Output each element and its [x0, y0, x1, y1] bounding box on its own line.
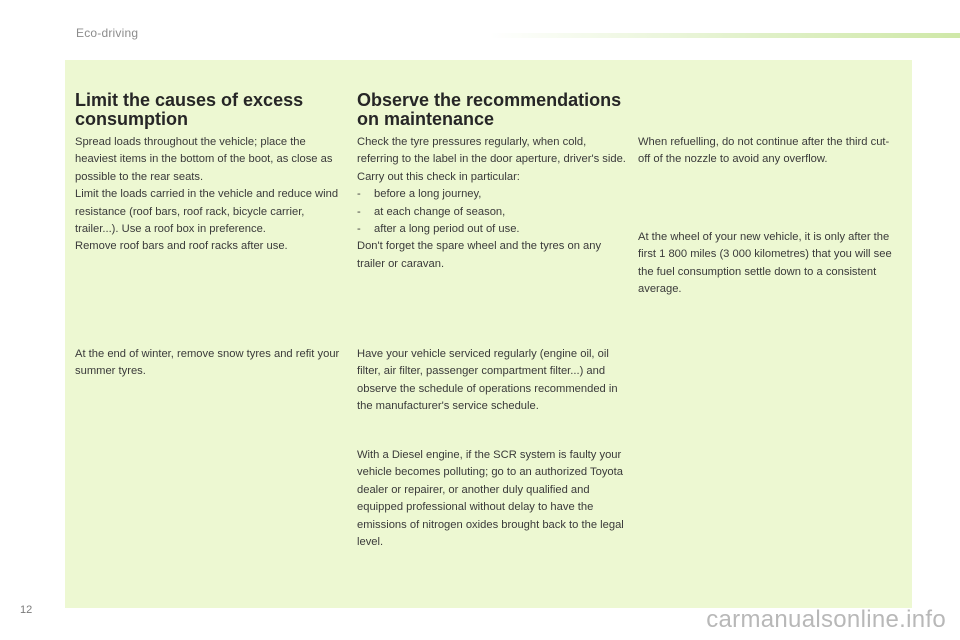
heading-limit-consumption: Limit the causes of excess consumption [75, 90, 304, 129]
col3-paragraph-refuelling: When refuelling, do not continue after the third cut-off of the nozzle to avoid any overflow. [638, 136, 890, 166]
list-item: - at each change of season, [357, 204, 627, 221]
check-occasions-list [357, 186, 627, 238]
list-item: - after a long period out of use. [357, 221, 627, 238]
col2-paragraph-tyre-pressure [357, 134, 627, 273]
col2-paragraph-servicing: Have your vehicle serviced regularly (engine oil, oil filter, air filter, passenger compartment filter...) and observe the schedule of operations recommended in the manufacturer's service schedule. [357, 348, 618, 413]
col1-text-spread-loads: Spread loads throughout the vehicle; place the heaviest items in the bottom of the boot, as close as possible to the rear seats. [75, 136, 333, 183]
site-watermark: carmanualsonline.info [706, 606, 946, 633]
col3-paragraph-new-vehicle: At the wheel of your new vehicle, it is only after the first 1 800 miles (3 000 kilometres) that you will see the fuel consumption settle down to a consistent average. [638, 231, 892, 296]
col2-text-check-particular: Carry out this check in particular: [357, 170, 520, 183]
heading-maintenance: Observe the recommendations on maintenance [357, 90, 622, 129]
section-title: Eco-driving [76, 26, 139, 40]
page-number: 12 [20, 604, 33, 616]
col2-text-check-tyres: Check the tyre pressures regularly, when cold, referring to the label in the door aperture, driver's side. [357, 136, 626, 166]
col1-paragraph-loads [75, 134, 350, 256]
col1-text-limit-loads: Limit the loads carried in the vehicle and reduce wind resistance (roof bars, roof rack, bicycle carrier, trailer...). Use a roof box in preference. [75, 188, 339, 236]
col2-paragraph-scr-system: With a Diesel engine, if the SCR system is faulty your vehicle becomes polluting; go to an authorized Toyota dealer or repairer, or another duly qualified and equipped professional without delay to have the emissions of nitrogen oxides brought back to the legal level. [357, 449, 624, 549]
col1-text-remove-roof-bars: Remove roof bars and roof racks after use. [75, 240, 288, 253]
col2-text-spare-wheel: Don't forget the spare wheel and the tyres on any trailer or caravan. [357, 240, 602, 270]
header-decoration-bar [490, 33, 960, 38]
col1-paragraph-winter-tyres: At the end of winter, remove snow tyres and refit your summer tyres. [75, 348, 340, 378]
list-item: - before a long journey, [357, 186, 627, 203]
